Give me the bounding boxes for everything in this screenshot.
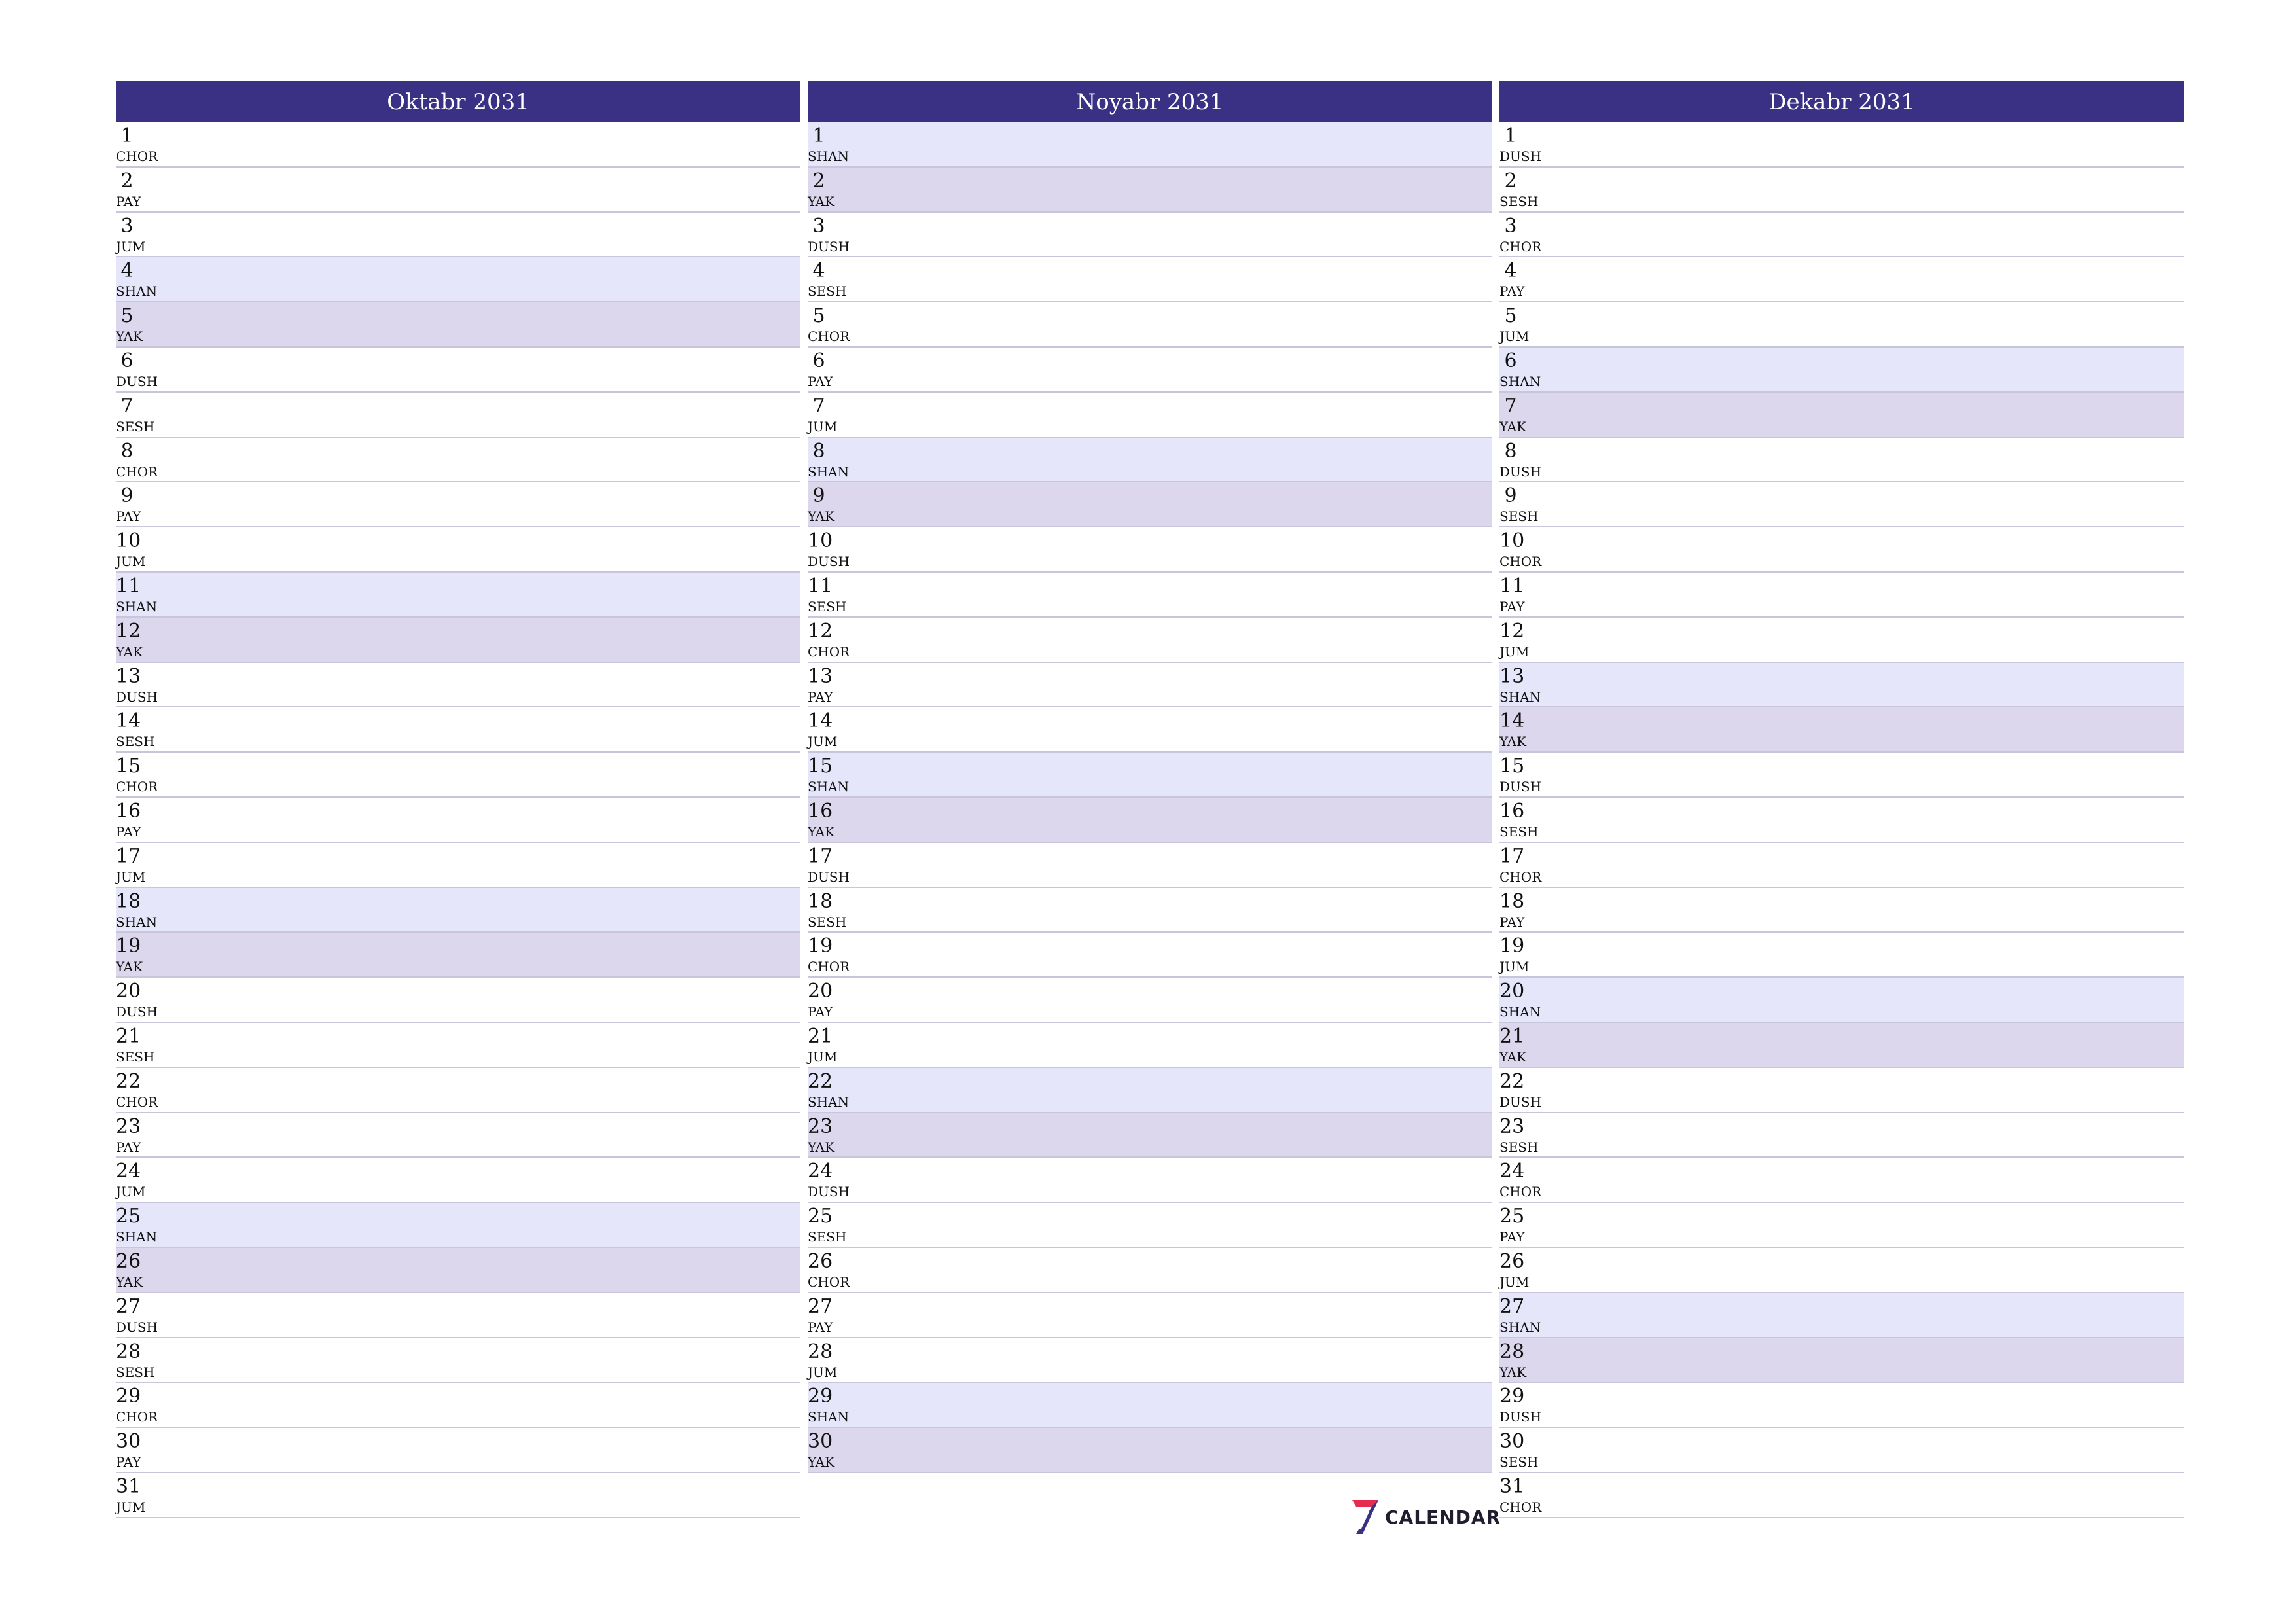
weekday-label: CHOR <box>808 643 850 660</box>
day-number: 16 <box>116 799 141 823</box>
weekday-label: SESH <box>1499 508 1539 525</box>
day-row <box>1499 1248 2184 1293</box>
day-row <box>1499 482 2184 527</box>
day-row <box>1499 1473 2184 1518</box>
weekday-label: SHAN <box>808 1094 850 1110</box>
day-row <box>116 1068 800 1113</box>
day-row <box>808 527 1492 573</box>
weekday-label: CHOR <box>808 1274 850 1290</box>
weekday-label: PAY <box>808 688 833 705</box>
weekday-label: CHOR <box>116 1409 158 1425</box>
weekday-label: SHAN <box>116 598 158 615</box>
weekday-label: DUSH <box>1499 1409 1542 1425</box>
day-row <box>1499 843 2184 888</box>
day-row <box>1499 1338 2184 1383</box>
day-number: 27 <box>1499 1294 1525 1318</box>
weekday-label: YAK <box>116 643 143 660</box>
month-column-november <box>808 81 1492 1473</box>
day-row <box>116 573 800 618</box>
day-row <box>116 257 800 302</box>
day-row <box>116 978 800 1023</box>
day-row <box>116 1383 800 1428</box>
day-number: 1 <box>120 124 134 147</box>
day-number: 15 <box>808 755 833 778</box>
day-number: 22 <box>1499 1069 1525 1093</box>
day-row <box>116 122 800 168</box>
day-number: 8 <box>120 439 134 463</box>
day-number: 31 <box>116 1474 141 1498</box>
day-row <box>808 573 1492 618</box>
day-number: 6 <box>1504 349 1517 372</box>
weekday-label: PAY <box>1499 283 1525 300</box>
day-row <box>116 393 800 438</box>
weekday-label: PAY <box>1499 598 1525 615</box>
day-row <box>1499 302 2184 348</box>
weekday-label: SESH <box>1499 1139 1539 1155</box>
day-number: 10 <box>1499 529 1525 553</box>
day-number: 24 <box>808 1160 833 1183</box>
day-number: 16 <box>808 799 833 823</box>
weekday-label: CHOR <box>1499 238 1542 255</box>
day-row <box>116 527 800 573</box>
day-row <box>1499 438 2184 483</box>
day-row <box>808 1338 1492 1383</box>
day-row <box>1499 1113 2184 1158</box>
day-number: 7 <box>812 394 825 418</box>
day-row <box>116 753 800 798</box>
day-row <box>808 213 1492 258</box>
weekday-label: YAK <box>808 1139 835 1155</box>
weekday-label: SHAN <box>808 779 850 795</box>
day-row <box>116 348 800 393</box>
day-number: 3 <box>1504 214 1517 238</box>
day-row <box>808 707 1492 753</box>
day-number: 5 <box>1504 304 1517 328</box>
weekday-label: CHOR <box>1499 554 1542 570</box>
day-row <box>808 482 1492 527</box>
day-row <box>116 663 800 708</box>
day-number: 23 <box>116 1115 141 1138</box>
day-number: 13 <box>116 664 141 688</box>
weekday-label: PAY <box>116 1454 141 1471</box>
weekday-label: SHAN <box>116 914 158 930</box>
day-row <box>116 1293 800 1338</box>
weekday-label: JUM <box>808 1364 838 1380</box>
day-number: 30 <box>116 1430 141 1454</box>
weekday-label: JUM <box>1499 1274 1530 1290</box>
day-list <box>116 122 800 1518</box>
weekday-label: CHOR <box>116 463 158 480</box>
day-number: 21 <box>1499 1024 1525 1048</box>
month-title: Dekabr 2031 <box>1499 81 2184 122</box>
day-number: 19 <box>1499 935 1525 958</box>
day-row <box>116 888 800 933</box>
day-number: 3 <box>120 214 134 238</box>
day-number: 13 <box>808 664 833 688</box>
day-row <box>1499 1383 2184 1428</box>
day-number: 29 <box>808 1385 833 1408</box>
weekday-label: DUSH <box>808 238 850 255</box>
weekday-label: YAK <box>116 959 143 975</box>
day-row <box>1499 527 2184 573</box>
day-row <box>1499 707 2184 753</box>
day-row <box>808 1293 1492 1338</box>
weekday-label: SHAN <box>116 1229 158 1245</box>
day-number: 20 <box>116 980 141 1003</box>
weekday-label: JUM <box>1499 643 1530 660</box>
weekday-label: SHAN <box>1499 688 1541 705</box>
day-number: 23 <box>1499 1115 1525 1138</box>
logo-text: CALENDAR <box>1385 1506 1501 1528</box>
day-number: 18 <box>1499 889 1525 913</box>
day-number: 26 <box>116 1249 141 1273</box>
weekday-label: CHOR <box>808 329 850 345</box>
weekday-label: PAY <box>808 1004 833 1020</box>
weekday-label: YAK <box>116 329 143 345</box>
day-row <box>808 122 1492 168</box>
weekday-label: SHAN <box>1499 1004 1541 1020</box>
day-row <box>808 348 1492 393</box>
day-number: 28 <box>808 1340 833 1363</box>
weekday-label: PAY <box>116 823 141 840</box>
day-number: 9 <box>1504 484 1517 508</box>
day-number: 14 <box>1499 709 1525 733</box>
day-number: 8 <box>812 439 825 463</box>
day-number: 30 <box>808 1430 833 1454</box>
day-number: 26 <box>808 1249 833 1273</box>
brand-logo <box>1350 1499 1501 1535</box>
day-row <box>116 933 800 978</box>
day-number: 15 <box>1499 755 1525 778</box>
weekday-label: SHAN <box>1499 373 1541 389</box>
weekday-label: JUM <box>116 238 146 255</box>
day-row <box>808 978 1492 1023</box>
weekday-label: DUSH <box>808 554 850 570</box>
day-number: 29 <box>116 1385 141 1408</box>
day-number: 22 <box>808 1069 833 1093</box>
weekday-label: DUSH <box>1499 463 1542 480</box>
day-row <box>116 798 800 843</box>
weekday-label: DUSH <box>116 1319 158 1335</box>
day-number: 4 <box>120 259 134 283</box>
weekday-label: JUM <box>808 418 838 435</box>
day-number: 14 <box>808 709 833 733</box>
weekday-label: CHOR <box>116 149 158 164</box>
weekday-label: DUSH <box>1499 779 1542 795</box>
weekday-label: SHAN <box>808 149 850 164</box>
weekday-label: JUM <box>116 1184 146 1200</box>
day-number: 21 <box>116 1024 141 1048</box>
day-row <box>116 1158 800 1203</box>
weekday-label: PAY <box>808 373 833 389</box>
day-number: 27 <box>116 1294 141 1318</box>
day-number: 25 <box>1499 1205 1525 1228</box>
day-number: 16 <box>1499 799 1525 823</box>
weekday-label: SHAN <box>1499 1319 1541 1335</box>
day-row <box>808 168 1492 213</box>
weekday-label: JUM <box>116 1499 146 1515</box>
weekday-label: CHOR <box>116 1094 158 1110</box>
weekday-label: SESH <box>1499 1454 1539 1471</box>
day-row <box>808 1248 1492 1293</box>
day-number: 28 <box>116 1340 141 1363</box>
day-row <box>1499 753 2184 798</box>
day-number: 11 <box>116 574 141 597</box>
day-number: 6 <box>120 349 134 372</box>
day-row <box>1499 257 2184 302</box>
day-number: 8 <box>1504 439 1517 463</box>
month-title: Oktabr 2031 <box>116 81 800 122</box>
month-column-october <box>116 81 800 1518</box>
day-row <box>116 1428 800 1473</box>
day-row <box>116 1473 800 1518</box>
weekday-label: CHOR <box>1499 1184 1542 1200</box>
weekday-label: SESH <box>116 1048 155 1065</box>
day-row <box>116 1338 800 1383</box>
day-list <box>1499 122 2184 1518</box>
day-number: 4 <box>1504 259 1517 283</box>
weekday-label: CHOR <box>1499 1499 1542 1515</box>
day-row <box>1499 888 2184 933</box>
weekday-label: SHAN <box>116 283 158 300</box>
weekday-label: JUM <box>1499 329 1530 345</box>
day-row <box>116 438 800 483</box>
day-row <box>116 1113 800 1158</box>
day-number: 10 <box>116 529 141 553</box>
day-row <box>116 1203 800 1248</box>
day-row <box>808 1203 1492 1248</box>
weekday-label: DUSH <box>1499 149 1542 164</box>
day-row <box>808 393 1492 438</box>
day-number: 25 <box>808 1205 833 1228</box>
weekday-label: JUM <box>116 868 146 885</box>
weekday-label: CHOR <box>808 959 850 975</box>
day-row <box>808 302 1492 348</box>
weekday-label: YAK <box>116 1274 143 1290</box>
day-row <box>808 1158 1492 1203</box>
day-row <box>808 618 1492 663</box>
day-number: 7 <box>1504 394 1517 418</box>
weekday-label: PAY <box>116 508 141 525</box>
day-number: 21 <box>808 1024 833 1048</box>
weekday-label: SESH <box>808 914 847 930</box>
day-number: 25 <box>116 1205 141 1228</box>
day-row <box>116 618 800 663</box>
day-number: 2 <box>120 169 134 192</box>
day-row <box>1499 1203 2184 1248</box>
weekday-label: DUSH <box>1499 1094 1542 1110</box>
day-number: 24 <box>1499 1160 1525 1183</box>
weekday-label: SESH <box>808 1229 847 1245</box>
month-column-december <box>1499 81 2184 1518</box>
day-number: 12 <box>116 619 141 643</box>
day-number: 14 <box>116 709 141 733</box>
weekday-label: JUM <box>1499 959 1530 975</box>
day-row <box>808 798 1492 843</box>
weekday-label: YAK <box>808 193 835 209</box>
day-row <box>808 257 1492 302</box>
day-number: 19 <box>808 935 833 958</box>
day-row <box>1499 213 2184 258</box>
day-row <box>1499 618 2184 663</box>
day-number: 10 <box>808 529 833 553</box>
day-list <box>808 122 1492 1473</box>
weekday-label: DUSH <box>808 1184 850 1200</box>
day-number: 9 <box>120 484 134 508</box>
day-row <box>808 438 1492 483</box>
day-row <box>1499 1068 2184 1113</box>
day-number: 28 <box>1499 1340 1525 1363</box>
day-row <box>808 933 1492 978</box>
day-row <box>1499 348 2184 393</box>
day-row <box>116 213 800 258</box>
weekday-label: DUSH <box>116 1004 158 1020</box>
day-row <box>808 843 1492 888</box>
weekday-label: DUSH <box>116 688 158 705</box>
day-number: 24 <box>116 1160 141 1183</box>
day-row <box>1499 1293 2184 1338</box>
weekday-label: YAK <box>808 508 835 525</box>
day-number: 18 <box>808 889 833 913</box>
day-number: 2 <box>812 169 825 192</box>
day-row <box>808 1383 1492 1428</box>
day-row <box>1499 573 2184 618</box>
day-row <box>116 843 800 888</box>
day-number: 22 <box>116 1069 141 1093</box>
weekday-label: YAK <box>1499 1364 1527 1380</box>
weekday-label: PAY <box>1499 1229 1525 1245</box>
day-row <box>1499 798 2184 843</box>
day-row <box>1499 933 2184 978</box>
day-row <box>1499 978 2184 1023</box>
weekday-label: YAK <box>808 1454 835 1471</box>
day-row <box>808 1068 1492 1113</box>
day-row <box>116 168 800 213</box>
day-row <box>1499 122 2184 168</box>
day-number: 17 <box>116 844 141 868</box>
weekday-label: YAK <box>1499 418 1527 435</box>
day-number: 13 <box>1499 664 1525 688</box>
day-row <box>1499 393 2184 438</box>
day-row <box>1499 1158 2184 1203</box>
day-number: 4 <box>812 259 825 283</box>
day-row <box>1499 663 2184 708</box>
day-number: 17 <box>808 844 833 868</box>
weekday-label: YAK <box>1499 1048 1527 1065</box>
day-number: 11 <box>808 574 833 597</box>
weekday-label: SESH <box>808 283 847 300</box>
day-row <box>808 888 1492 933</box>
day-number: 1 <box>812 124 825 147</box>
day-row <box>116 482 800 527</box>
weekday-label: PAY <box>116 193 141 209</box>
weekday-label: JUM <box>808 734 838 750</box>
day-number: 27 <box>808 1294 833 1318</box>
weekday-label: SHAN <box>808 1409 850 1425</box>
weekday-label: SHAN <box>808 463 850 480</box>
day-row <box>808 1428 1492 1473</box>
weekday-label: JUM <box>116 554 146 570</box>
weekday-label: SESH <box>116 734 155 750</box>
day-number: 12 <box>808 619 833 643</box>
weekday-label: SESH <box>1499 193 1539 209</box>
weekday-label: SESH <box>1499 823 1539 840</box>
day-number: 6 <box>812 349 825 372</box>
weekday-label: SESH <box>808 598 847 615</box>
day-row <box>808 1023 1492 1068</box>
day-number: 31 <box>1499 1474 1525 1498</box>
day-number: 1 <box>1504 124 1517 147</box>
day-row <box>1499 1023 2184 1068</box>
day-number: 30 <box>1499 1430 1525 1454</box>
seven-logo-icon <box>1350 1499 1381 1535</box>
weekday-label: CHOR <box>116 779 158 795</box>
day-row <box>1499 168 2184 213</box>
day-number: 23 <box>808 1115 833 1138</box>
day-row <box>808 753 1492 798</box>
day-number: 9 <box>812 484 825 508</box>
day-number: 15 <box>116 755 141 778</box>
weekday-label: YAK <box>1499 734 1527 750</box>
day-number: 17 <box>1499 844 1525 868</box>
day-row <box>116 302 800 348</box>
weekday-label: JUM <box>808 1048 838 1065</box>
day-row <box>116 1248 800 1293</box>
day-number: 7 <box>120 394 134 418</box>
day-row <box>808 663 1492 708</box>
day-row <box>1499 1428 2184 1473</box>
weekday-label: CHOR <box>1499 868 1542 885</box>
weekday-label: PAY <box>808 1319 833 1335</box>
day-number: 11 <box>1499 574 1525 597</box>
day-number: 5 <box>812 304 825 328</box>
weekday-label: SESH <box>116 418 155 435</box>
weekday-label: SESH <box>116 1364 155 1380</box>
day-number: 12 <box>1499 619 1525 643</box>
weekday-label: DUSH <box>808 868 850 885</box>
weekday-label: PAY <box>116 1139 141 1155</box>
day-number: 2 <box>1504 169 1517 192</box>
month-title: Noyabr 2031 <box>808 81 1492 122</box>
day-number: 20 <box>808 980 833 1003</box>
day-row <box>808 1113 1492 1158</box>
day-row <box>116 707 800 753</box>
day-row <box>116 1023 800 1068</box>
day-number: 26 <box>1499 1249 1525 1273</box>
day-number: 29 <box>1499 1385 1525 1408</box>
day-number: 20 <box>1499 980 1525 1003</box>
day-number: 18 <box>116 889 141 913</box>
day-number: 3 <box>812 214 825 238</box>
weekday-label: DUSH <box>116 373 158 389</box>
day-number: 19 <box>116 935 141 958</box>
weekday-label: YAK <box>808 823 835 840</box>
day-number: 5 <box>120 304 134 328</box>
weekday-label: PAY <box>1499 914 1525 930</box>
